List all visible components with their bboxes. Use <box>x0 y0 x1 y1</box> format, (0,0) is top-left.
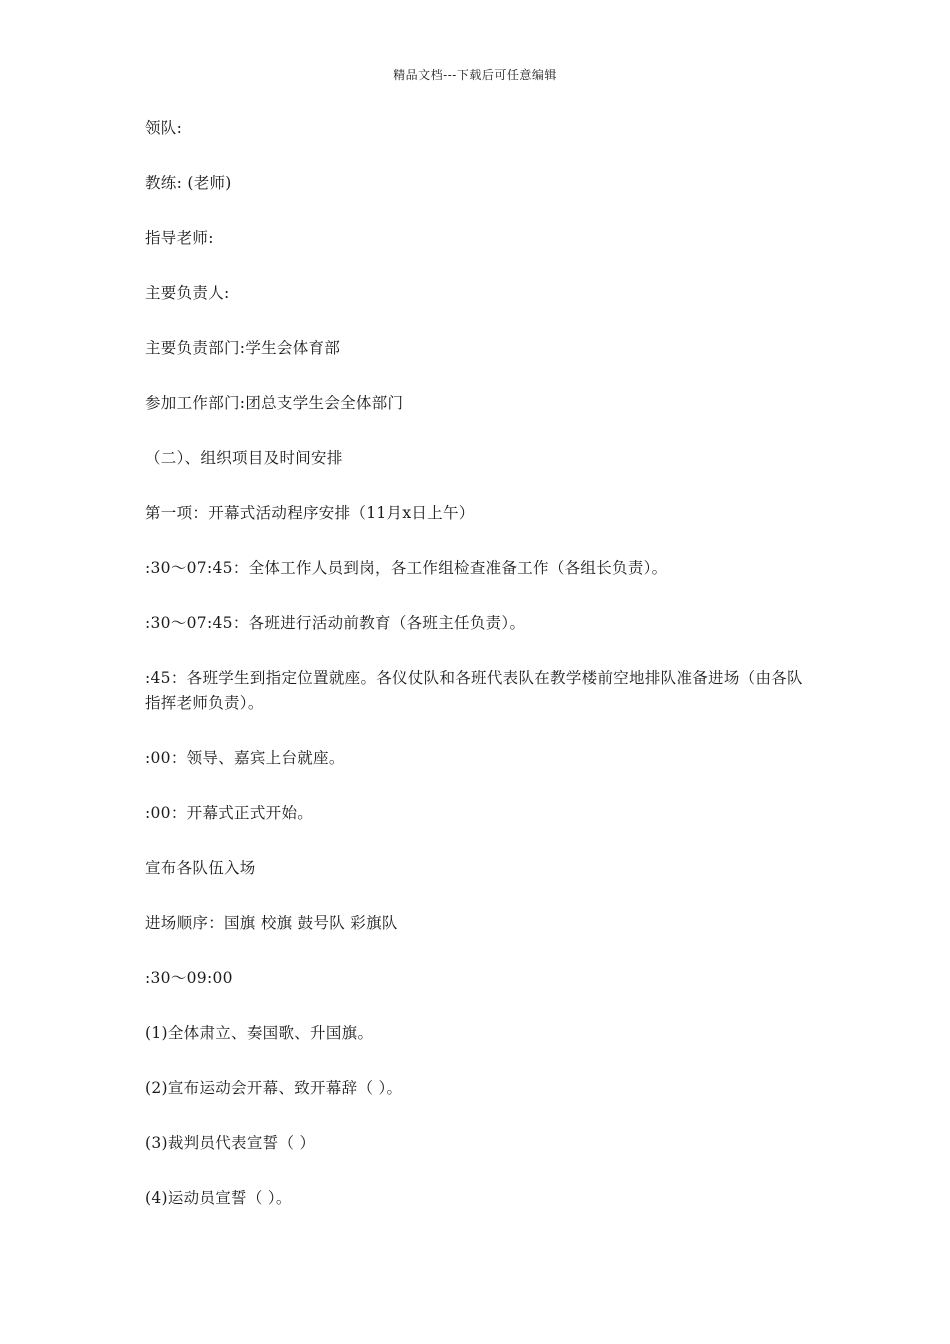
schedule-line: :45：各班学生到指定位置就座。各仪仗队和各班代表队在教学楼前空地排队准备进场（由各队指挥老师负责）。 <box>145 669 803 712</box>
paragraph-advisor: 指导老师: <box>145 229 214 247</box>
list-item: (3)裁判员代表宣誓（ ） <box>145 1134 316 1152</box>
paragraph-main-person: 主要负责人: <box>145 284 230 302</box>
paragraph-item-one: 第一项：开幕式活动程序安排（11月x日上午） <box>145 504 475 522</box>
paragraph-coach: 教练: (老师) <box>145 174 232 192</box>
paragraph-announce-entry: 宣布各队伍入场 <box>145 859 256 877</box>
document-body <box>145 116 815 1211</box>
section-heading: （二）、组织项目及时间安排 <box>145 449 343 467</box>
schedule-line: :30～07:45：全体工作人员到岗，各工作组检查准备工作（各组长负责）。 <box>145 559 668 577</box>
schedule-line: :00：开幕式正式开始。 <box>145 804 314 822</box>
list-item: (1)全体肃立、奏国歌、升国旗。 <box>145 1024 374 1042</box>
paragraph-main-dept: 主要负责部门:学生会体育部 <box>145 339 341 357</box>
paragraph-team-leader: 领队: <box>145 119 183 137</box>
schedule-line: :30～09:00 <box>145 969 233 987</box>
schedule-line: :30～07:45：各班进行活动前教育（各班主任负责）。 <box>145 614 526 632</box>
paragraph-participating-depts: 参加工作部门:团总支学生会全体部门 <box>145 394 404 412</box>
page-header: 精品文档---下载后可任意编辑 <box>393 68 557 82</box>
paragraph-entry-order: 进场顺序：国旗 校旗 鼓号队 彩旗队 <box>145 914 398 932</box>
schedule-line: :00：领导、嘉宾上台就座。 <box>145 749 345 767</box>
list-item: (2)宣布运动会开幕、致开幕辞（ ）。 <box>145 1079 403 1097</box>
list-item: (4)运动员宣誓（ ）。 <box>145 1189 292 1207</box>
